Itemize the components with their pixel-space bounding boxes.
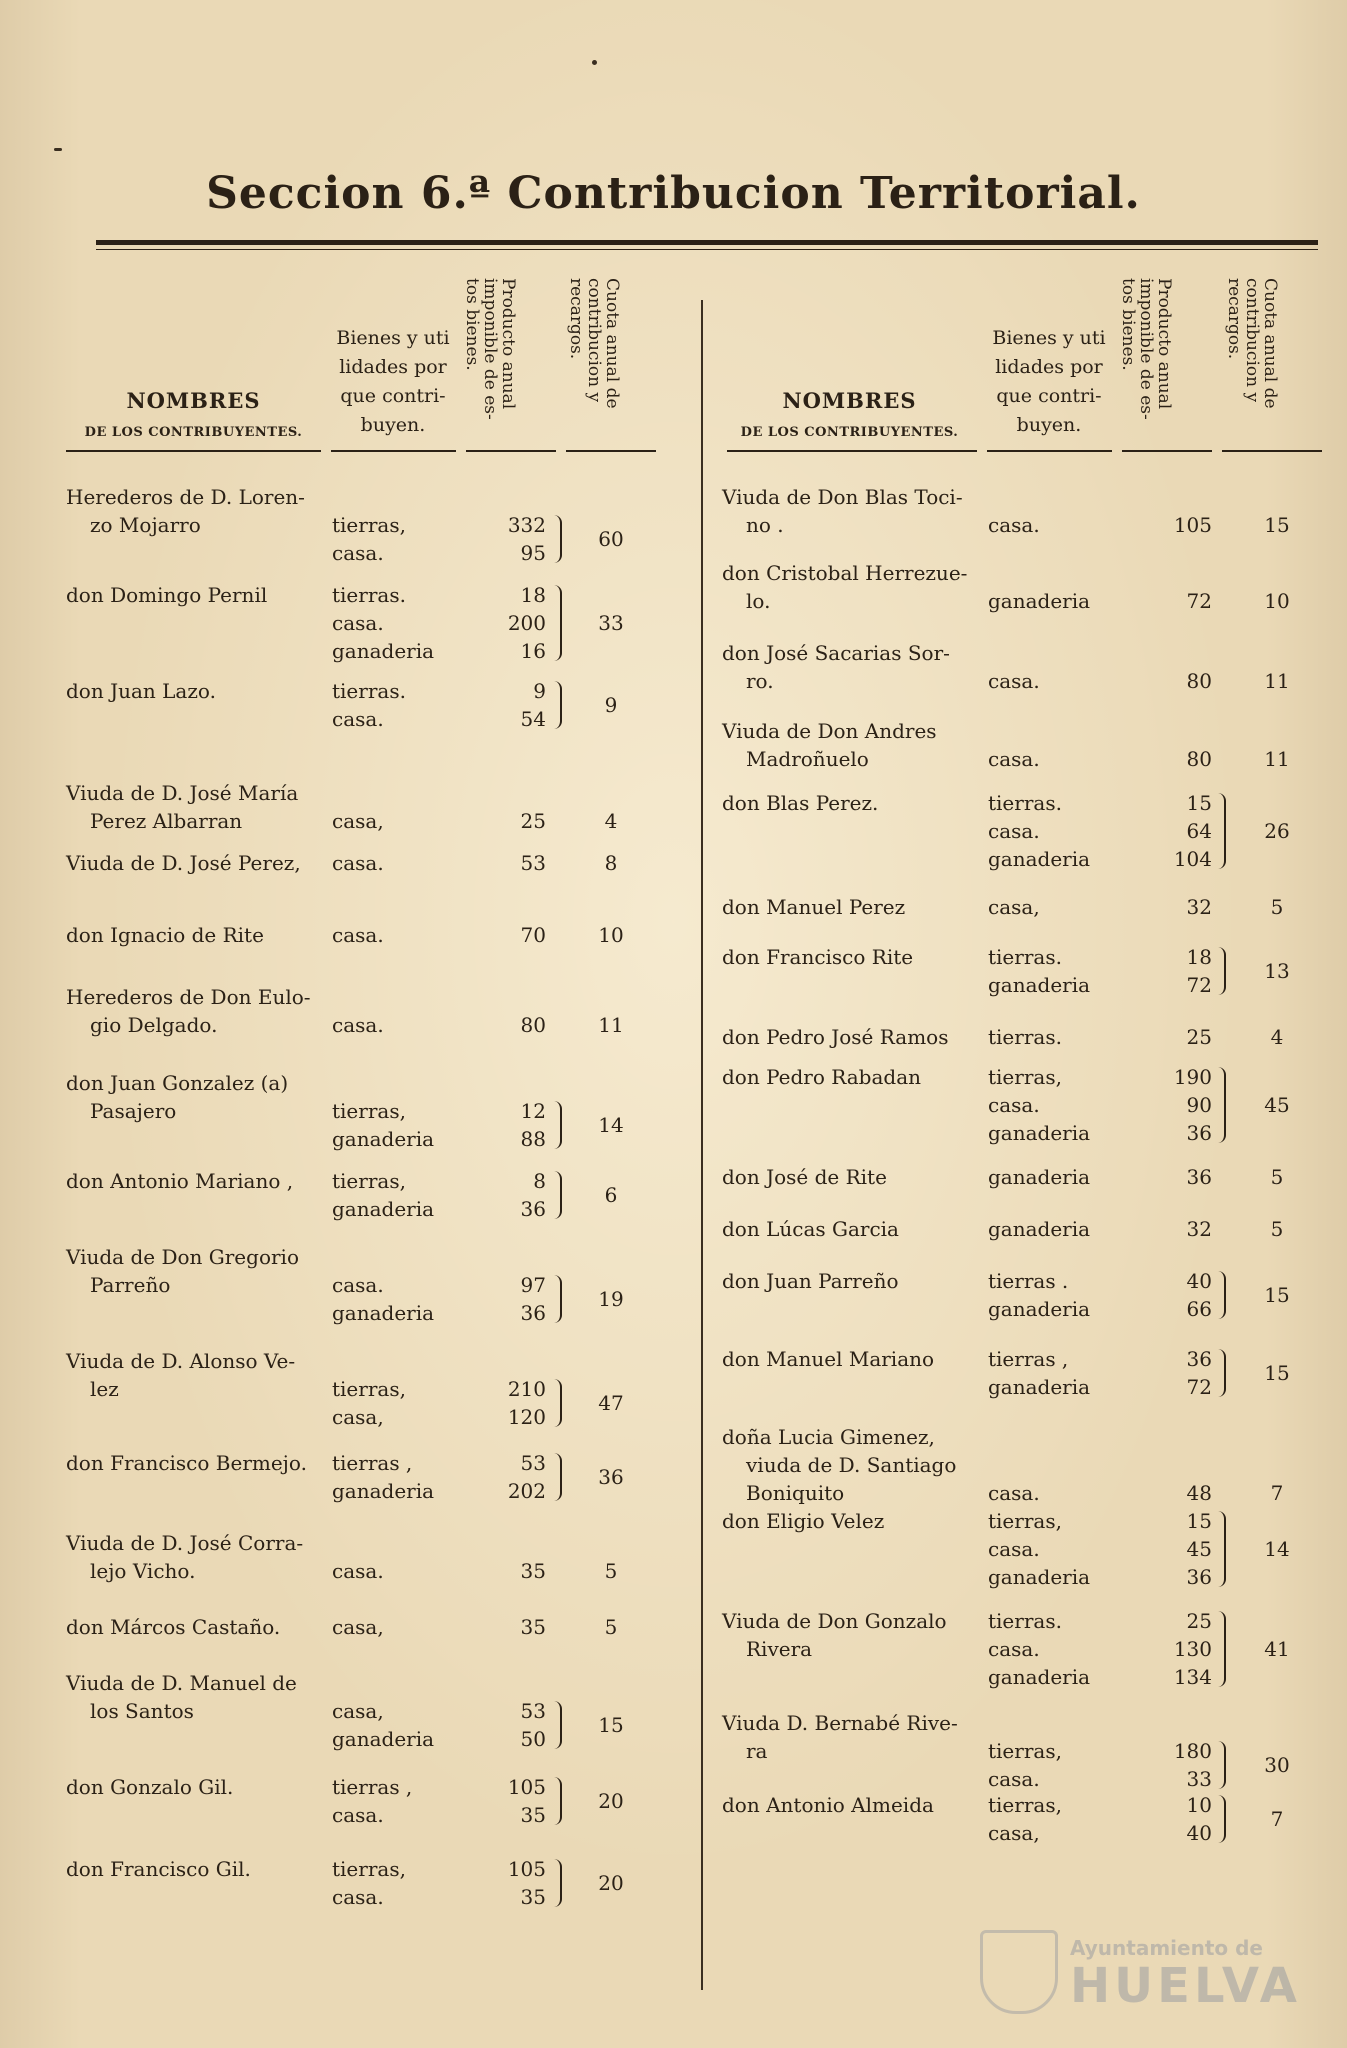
annual-product-values: 80 [520,1013,546,1037]
grouping-brace [554,1101,562,1149]
property-types: tierras. casa. ganaderia [332,583,435,663]
contributor-name: don José Sacarias Sor- ro. [722,641,950,693]
watermark-big: HUELVA [1070,1958,1301,2014]
contributor-name: don Antonio Almeida [722,1793,934,1817]
contributor-name: Viuda D. Bernabé Rive- ra [722,1711,958,1763]
contributor-name: don José de Rite [722,1165,887,1189]
annual-quota: 11 [1264,747,1290,771]
coat-of-arms-icon [980,1930,1058,2014]
annual-product-values: 25 130 134 [1173,1609,1212,1689]
grouping-brace [1218,1349,1226,1397]
property-types: casa, ganaderia [332,1699,435,1751]
contributor-name: Viuda de D. Manuel de los Santos [66,1671,297,1723]
property-types: tierras, casa. ganaderia [988,1065,1091,1145]
annual-quota: 9 [604,693,618,717]
annual-product-values: 12 88 [520,1099,546,1151]
contributor-name: don Manuel Mariano [722,1347,935,1371]
contributor-name: Herederos de D. Loren- zo Mojarro [66,485,305,537]
annual-product-values: 18 200 16 [507,583,546,663]
property-types: tierras, casa, [988,1793,1062,1845]
header-names-sub: DE LOS CONTRIBUYENTES. [740,425,959,440]
annual-quota: 5 [604,1559,618,1583]
contributor-name: don Francisco Gil. [66,1857,251,1881]
annual-quota: 26 [1264,819,1290,843]
header-bienes: Bienes y uti lidades por que contri- buyen. [336,327,450,436]
header-underline [1122,450,1212,452]
grouping-brace [554,585,562,661]
annual-product-values: 36 72 [1186,1347,1212,1399]
property-types: tierras , ganaderia [988,1347,1091,1399]
contributor-name: don Juan Lazo. [66,679,216,703]
property-types: tierras. casa. [332,679,406,731]
contributor-name: don Domingo Pernil [66,583,268,607]
property-types: casa. [988,513,1040,537]
annual-product-values: 53 [520,851,546,875]
annual-quota: 11 [1264,669,1290,693]
contributor-name: don Antonio Mariano , [66,1169,294,1193]
property-types: tierras, casa. [988,1739,1062,1791]
annual-quota: 15 [598,1713,624,1737]
page-title: Seccion 6.ª Contribucion Territorial. [206,168,1141,219]
annual-quota: 13 [1264,959,1290,983]
property-types: tierras , ganaderia [332,1451,435,1503]
contributor-name: doña Lucia Gimenez, viuda de D. Santiago Boniquito [722,1425,957,1505]
grouping-brace [554,1171,562,1219]
annual-quota: 45 [1264,1093,1290,1117]
contributor-name: don Juan Gonzalez (a) Pasajero [66,1071,289,1123]
property-types: tierras , casa. [332,1775,413,1827]
ink-speck [54,148,62,151]
ink-speck [592,60,597,65]
annual-product-values: 332 95 [507,513,546,565]
annual-quota: 30 [1264,1753,1290,1777]
header-underline [466,450,556,452]
property-types: tierras. ganaderia [988,945,1091,997]
property-types: casa. [988,747,1040,771]
annual-quota: 5 [1270,1165,1284,1189]
annual-quota: 47 [598,1391,624,1415]
annual-quota: 33 [598,611,624,635]
annual-quota: 6 [604,1183,618,1207]
header-producto: Producto anual imponible de es- tos bienes. [1118,278,1174,420]
annual-quota: 4 [604,809,618,833]
header-names: NOMBRES [126,388,261,413]
annual-quota: 11 [598,1013,624,1037]
grouping-brace [1218,1067,1226,1143]
contributor-name: Viuda de D. Alonso Ve- lez [66,1349,296,1401]
property-types: tierras. casa. ganaderia [988,791,1091,871]
grouping-brace [1218,793,1226,869]
annual-product-values: 9 54 [520,679,546,731]
contributor-name: don Pedro José Ramos [722,1025,949,1049]
annual-product-values: 35 [520,1615,546,1639]
annual-product-values: 15 45 36 [1186,1509,1212,1589]
annual-quota: 5 [604,1615,618,1639]
contributor-name: Viuda de D. José Corra- lejo Vicho. [66,1531,304,1583]
property-types: tierras. casa. ganaderia [988,1609,1091,1689]
annual-product-values: 53 50 [520,1699,546,1751]
grouping-brace [554,1379,562,1427]
property-types: tierras, casa. ganaderia [988,1509,1091,1589]
header-underline [566,450,656,452]
grouping-brace [1218,1271,1226,1319]
property-types: tierras, ganaderia [332,1099,435,1151]
property-types: ganaderia [988,1165,1091,1189]
contributor-name: don Márcos Castaño. [66,1615,281,1639]
contributor-name: Viuda de Don Andres Madroñuelo [722,719,937,771]
property-types: casa. ganaderia [332,1273,435,1325]
annual-product-values: 210 120 [507,1377,546,1429]
annual-product-values: 8 36 [520,1169,546,1221]
grouping-brace [1218,947,1226,995]
annual-product-values: 53 202 [507,1451,546,1503]
right-table-header [722,258,1330,468]
grouping-brace [554,1859,562,1907]
property-types: casa. [332,851,384,875]
annual-quota: 5 [1270,1217,1284,1241]
annual-quota: 20 [598,1789,624,1813]
annual-quota: 4 [1270,1025,1284,1049]
annual-quota: 19 [598,1287,624,1311]
annual-quota: 5 [1270,895,1284,919]
contributor-name: Viuda de Don Gregorio Parreño [66,1245,299,1297]
annual-quota: 41 [1264,1637,1290,1661]
title-rule [96,240,1318,245]
grouping-brace [1218,1611,1226,1687]
property-types: tierras, ganaderia [332,1169,435,1221]
annual-product-values: 36 [1186,1165,1212,1189]
contributor-name: don Juan Parreño [722,1269,899,1293]
property-types: tierras, casa, [332,1377,406,1429]
annual-product-values: 10 40 [1186,1793,1212,1845]
annual-quota: 60 [598,527,624,551]
header-producto: Producto anual imponible de es- tos bienes. [462,278,518,420]
property-types: ganaderia [988,1217,1091,1241]
header-bienes: Bienes y uti lidades por que contri- buyen. [992,327,1106,436]
annual-product-values: 80 [1186,747,1212,771]
annual-product-values: 180 33 [1173,1739,1212,1791]
property-types: casa. [988,1481,1040,1505]
annual-product-values: 32 [1186,1217,1212,1241]
header-underline [727,450,977,452]
contributor-name: don Ignacio de Rite [66,923,264,947]
property-types: casa. [332,1013,384,1037]
annual-product-values: 32 [1186,895,1212,919]
annual-quota: 14 [1264,1537,1290,1561]
grouping-brace [1218,1795,1226,1843]
column-divider [701,300,703,1990]
annual-quota: 15 [1264,513,1290,537]
annual-product-values: 97 36 [520,1273,546,1325]
archive-watermark [950,1930,1340,2014]
annual-quota: 15 [1264,1283,1290,1307]
annual-product-values: 72 [1186,589,1212,613]
property-types: casa. [988,669,1040,693]
property-types: tierras. [988,1025,1062,1049]
header-cuota: Cuota anual de contribucion y recargos. [566,278,622,409]
contributor-name: don Gonzalo Gil. [66,1775,234,1799]
annual-product-values: 48 [1186,1481,1212,1505]
annual-quota: 20 [598,1871,624,1895]
annual-product-values: 25 [1186,1025,1212,1049]
grouping-brace [554,1701,562,1749]
annual-product-values: 70 [520,923,546,947]
header-underline [1222,450,1322,452]
contributor-name: Viuda de D. José María Perez Albarran [66,781,299,833]
grouping-brace [554,681,562,729]
contributor-name: Viuda de Don Gonzalo Rivera [722,1609,947,1661]
property-types: casa. [332,1559,384,1583]
left-table-header [66,258,686,468]
grouping-brace [554,1275,562,1323]
header-cuota: Cuota anual de contribucion y recargos. [1224,278,1280,409]
header-underline [987,450,1112,452]
annual-product-values: 35 [520,1559,546,1583]
property-types: casa, [988,895,1040,919]
contributor-name: Viuda de D. José Perez, [66,851,301,875]
property-types: tierras, casa. [332,513,406,565]
annual-product-values: 105 [1173,513,1212,537]
contributor-name: Herederos de Don Eulo- gio Delgado. [66,985,311,1037]
annual-product-values: 18 72 [1186,945,1212,997]
annual-product-values: 25 [520,809,546,833]
annual-product-values: 15 64 104 [1173,791,1212,871]
contributor-name: don Cristobal Herrezue- lo. [722,561,968,613]
watermark-small: Ayuntamiento de [1070,1936,1263,1960]
header-names-sub: DE LOS CONTRIBUYENTES. [84,425,303,440]
grouping-brace [554,1777,562,1825]
contributor-name: don Lúcas Garcia [722,1217,899,1241]
annual-quota: 7 [1270,1807,1284,1831]
contributor-name: don Blas Perez. [722,791,879,815]
grouping-brace [554,1453,562,1501]
header-underline [66,450,321,452]
annual-quota: 10 [1264,589,1290,613]
contributor-name: don Francisco Rite [722,945,914,969]
annual-quota: 8 [604,851,618,875]
property-types: casa, [332,809,384,833]
annual-quota: 10 [598,923,624,947]
property-types: tierras, casa. [332,1857,406,1909]
header-underline [331,450,456,452]
annual-quota: 7 [1270,1481,1284,1505]
property-types: ganaderia [988,589,1091,613]
annual-quota: 14 [598,1113,624,1137]
annual-product-values: 105 35 [507,1857,546,1909]
annual-quota: 15 [1264,1361,1290,1385]
grouping-brace [554,515,562,563]
annual-product-values: 40 66 [1186,1269,1212,1321]
annual-product-values: 190 90 36 [1173,1065,1212,1145]
contributor-name: don Pedro Rabadan [722,1065,922,1089]
annual-product-values: 80 [1186,669,1212,693]
property-types: tierras . ganaderia [988,1269,1091,1321]
header-names: NOMBRES [782,388,917,413]
contributor-name: don Francisco Bermejo. [66,1451,307,1475]
grouping-brace [1218,1511,1226,1587]
property-types: casa. [332,923,384,947]
contributor-name: Viuda de Don Blas Toci- no . [722,485,963,537]
annual-product-values: 105 35 [507,1775,546,1827]
grouping-brace [1218,1741,1226,1789]
annual-quota: 36 [598,1465,624,1489]
contributor-name: don Manuel Perez [722,895,906,919]
title-rule-thin [96,249,1318,250]
contributor-name: don Eligio Velez [722,1509,885,1533]
property-types: casa, [332,1615,384,1639]
